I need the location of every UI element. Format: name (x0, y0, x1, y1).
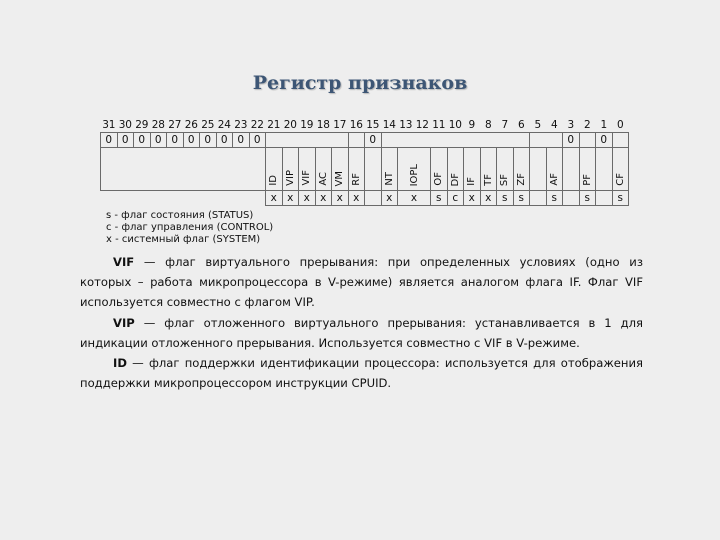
bit-number: 11 (432, 118, 446, 131)
bit-number: 1 (600, 118, 607, 131)
bit-number: 29 (135, 118, 149, 131)
bit-number: 30 (118, 118, 132, 131)
bit-number: 20 (283, 118, 297, 131)
reserved-bit-value: 0 (200, 133, 217, 148)
vif-paragraph (80, 252, 643, 313)
type-cf: s (612, 191, 629, 206)
bit-number: 31 (102, 118, 116, 131)
flag-description (80, 252, 643, 393)
flag-iopl: IOPL (398, 148, 431, 191)
flag-vip: VIP (282, 148, 299, 191)
flag-name-row (101, 148, 629, 191)
bit-number: 18 (316, 118, 330, 131)
flag-of: OF (431, 148, 448, 191)
empty-cell (579, 133, 596, 148)
empty-cell (596, 191, 613, 206)
type-vif: x (299, 191, 316, 206)
bit-number: 10 (448, 118, 462, 131)
type-of: s (431, 191, 448, 206)
bit-number: 2 (584, 118, 591, 131)
bit-number: 7 (501, 118, 508, 131)
empty-cell (530, 191, 547, 206)
bit-number: 13 (399, 118, 413, 131)
empty-cell (530, 133, 563, 148)
bit-number: 24 (217, 118, 231, 131)
bit5-value: 0 (563, 133, 580, 148)
vip-paragraph (80, 313, 643, 353)
type-pf: s (579, 191, 596, 206)
type-rf: x (348, 191, 365, 206)
bit-number: 26 (184, 118, 198, 131)
empty-cell (612, 133, 629, 148)
bit-number: 22 (250, 118, 264, 131)
vif-text: — флаг виртуального прерывания: при определенных условиях (одно из которых – работа микропроцессора в V-режиме) является аналогом флага IF. Флаг VIF используется совместно с флагом VIP. (80, 255, 643, 310)
vip-term: VIP (113, 315, 135, 330)
type-af: s (546, 191, 563, 206)
bit-number: 27 (168, 118, 182, 131)
bit-number: 5 (534, 118, 541, 131)
bit-number: 21 (267, 118, 281, 131)
bit-number: 15 (366, 118, 380, 131)
flag-pf: PF (579, 148, 596, 191)
flag-df: DF (447, 148, 464, 191)
bit-number: 14 (382, 118, 396, 131)
flag-type-row (101, 191, 629, 206)
flag-nt: NT (381, 148, 398, 191)
reserved-bit-value: 0 (216, 133, 233, 148)
flag-vif: VIF (299, 148, 316, 191)
bit-number: 25 (201, 118, 215, 131)
type-iopl: x (398, 191, 431, 206)
bit-number: 23 (234, 118, 248, 131)
flag-bits-empty (381, 133, 530, 148)
flag-zf: ZF (513, 148, 530, 191)
type-sf: s (497, 191, 514, 206)
type-ac: x (315, 191, 332, 206)
flag-tf: TF (480, 148, 497, 191)
reserved-bit-value: 0 (134, 133, 151, 148)
id-text: — флаг поддержки идентификации процессора: используется для отображения поддержки микропроцессором инструкции CPUID. (80, 356, 643, 391)
bit-number: 9 (468, 118, 475, 131)
reserved-bits (101, 148, 266, 191)
legend-status: s - флаг состояния (STATUS) (106, 210, 254, 221)
flag-vm: VM (332, 148, 349, 191)
reserved-bit3 (563, 148, 580, 191)
flag-ac: AC (315, 148, 332, 191)
flag-if: IF (464, 148, 481, 191)
legend-system: x - системный флаг (SYSTEM) (106, 234, 261, 245)
reserved-bit5 (530, 148, 547, 191)
bit-number: 4 (551, 118, 558, 131)
slide-title: Регистр признаков (252, 72, 468, 94)
empty-cell (348, 133, 365, 148)
type-if: x (464, 191, 481, 206)
fixed-value-row (101, 133, 629, 148)
type-id: x (266, 191, 283, 206)
reserved-bit-value: 0 (233, 133, 250, 148)
id-term: ID (113, 356, 127, 371)
register-table (100, 118, 629, 206)
type-vm: x (332, 191, 349, 206)
reserved-bit-value: 0 (150, 133, 167, 148)
legend-control: c - флаг управления (CONTROL) (106, 222, 274, 233)
bit-number-row (101, 118, 629, 133)
reserved-bit-value: 0 (167, 133, 184, 148)
vif-term: VIF (113, 255, 135, 269)
id-paragraph (80, 353, 643, 393)
flag-cf: CF (612, 148, 629, 191)
bit-number: 6 (518, 118, 525, 131)
flag-sf: SF (497, 148, 514, 191)
bit-number: 8 (485, 118, 492, 131)
reserved-bit15 (365, 148, 382, 191)
vip-text: — флаг отложенного виртуального прерывания: устанавливается в 1 для индикации отложенного прерывания. Используется совместно с VIF в V-режиме. (80, 315, 643, 350)
type-vip: x (282, 191, 299, 206)
type-df: c (447, 191, 464, 206)
type-tf: x (480, 191, 497, 206)
eflags-register-diagram (100, 118, 631, 246)
empty-cell (365, 191, 382, 206)
bit-number: 17 (333, 118, 347, 131)
reserved-bit-value: 0 (183, 133, 200, 148)
reserved-bit-value: 0 (101, 133, 118, 148)
bit-number: 3 (567, 118, 574, 131)
bit15-value: 0 (365, 133, 382, 148)
reserved-bit-value: 0 (249, 133, 266, 148)
reserved-bit-value: 0 (117, 133, 134, 148)
type-zf: s (513, 191, 530, 206)
bit-number: 28 (151, 118, 165, 131)
bit3-value: 0 (596, 133, 613, 148)
flag-rf: RF (348, 148, 365, 191)
flag-af: AF (546, 148, 563, 191)
reserved-bit1 (596, 148, 613, 191)
flag-id: ID (266, 148, 283, 191)
empty-cell (563, 191, 580, 206)
bit-number: 12 (415, 118, 429, 131)
empty-cell (101, 191, 266, 206)
type-nt: x (381, 191, 398, 206)
bit-number: 16 (349, 118, 363, 131)
flag-type-legend (100, 210, 631, 246)
bit-number: 19 (300, 118, 314, 131)
flag-bits-empty (266, 133, 349, 148)
bit-number: 0 (617, 118, 624, 131)
